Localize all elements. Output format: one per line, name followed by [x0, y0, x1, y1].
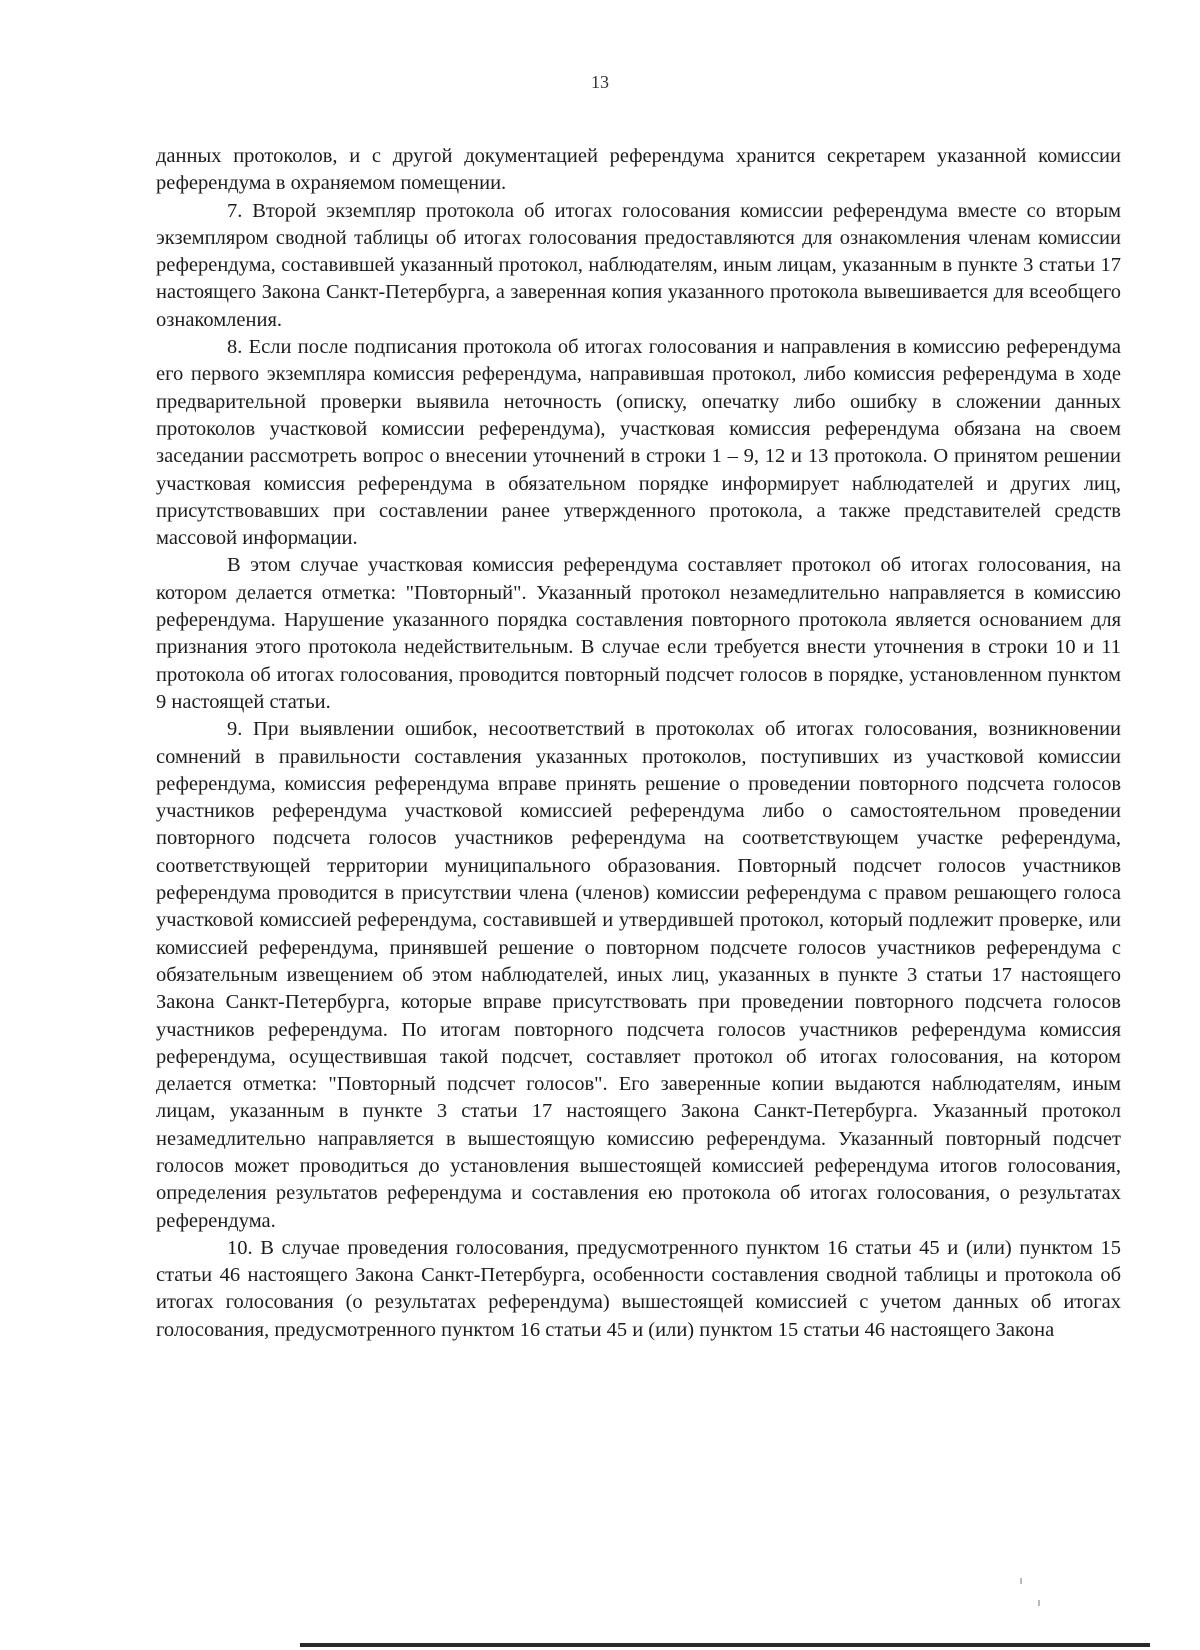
paragraph-9: 9. При выявлении ошибок, несоответствий в протоколах об итогах голосования, возникновении сомнений в правильности составления указанных протоколов, поступивших из участковой комиссии референдума, комиссия референдума вправе принять решение о проведении повторного подсчета голосов участников референдума участковой комиссией референдума либо о самостоятельном проведении повторного подсчета голосов участников референдума на соответствующем участке референдума, соответствующей территории муниципального образования. Повторный подсчет голосов участников референдума проводится в присутствии члена (членов) комиссии референдума с правом решающего голоса участковой комиссией референдума, составившей и утвердившей протокол, который подлежит проверке, или комиссией референдума, принявшей решение о повторном подсчете голосов участников референдума с обязательным извещением об этом наблюдателей, иных лиц, указанных в пункте 3 статьи 17 настоящего Закона Санкт-Петербурга, которые вправе присутствовать при проведении повторного подсчета голосов участников референдума. По итогам повторного подсчета голосов участников референдума комиссия референдума, осуществившая такой подсчет, составляет протокол об итогах голосования, на котором делается отметка: "Повторный подсчет голосов". Его заверенные копии выдаются наблюдателям, иным лицам, указанным в пункте 3 статьи 17 настоящего Закона Санкт-Петербурга. Указанный протокол незамедлительно направляется в вышестоящую комиссию референдума. Указанный повторный подсчет голосов может проводиться до установления вышестоящей комиссией референдума итогов голосования, определения результатов референдума и составления ею протокола об итогах голосования, о результатах референдума. — [156, 718, 1121, 1232]
paragraph-7: 7. Второй экземпляр протокола об итогах голосования комиссии референдума вместе со вторым экземпляром сводной таблицы об итогах голосования предоставляются для ознакомления членам комиссии референдума, составившей указанный протокол, наблюдателям, иным лицам, указанным в пункте 3 статьи 17 настоящего Закона Санкт-Петербурга, а заверенная копия указанного протокола вывешивается для всеобщего ознакомления. — [156, 199, 1121, 331]
paragraph-continuation: данных протоколов, и с другой документацией референдума хранится секретарем указанной комиссии референдума в охраняемом помещении. — [156, 145, 1121, 195]
page-bottom-rule — [300, 1643, 1150, 1647]
scan-speck — [1020, 1578, 1022, 1584]
scan-speck — [1038, 1600, 1040, 1606]
document-body — [156, 143, 1121, 1344]
page-number: 13 — [591, 72, 609, 92]
paragraph-8: 8. Если после подписания протокола об итогах голосования и направления в комиссию референдума его первого экземпляра комиссия референдума, направившая протокол, либо комиссия референдума в ходе предварительной проверки выявила неточность (описку, опечатку либо ошибку в сложении данных протоколов участковой комиссии референдума), участковая комиссия референдума обязана на своем заседании рассмотреть вопрос о внесении уточнений в строки 1 – 9, 12 и 13 протокола. О принятом решении участковая комиссия референдума в обязательном порядке информирует наблюдателей и других лиц, присутствовавших при составлении ранее утвержденного протокола, а также представителей средств массовой информации. — [156, 336, 1121, 550]
paragraph-10: 10. В случае проведения голосования, предусмотренного пунктом 16 статьи 45 и (или) пунктом 15 статьи 46 настоящего Закона Санкт-Петербурга, особенности составления сводной таблицы и протокола об итогах голосования (о результатах референдума) вышестоящей комиссией с учетом данных об итогах голосования, предусмотренного пунктом 16 статьи 45 и (или) пунктом 15 статьи 46 настоящего Закона — [156, 1236, 1121, 1341]
paragraph-8-continued: В этом случае участковая комиссия референдума составляет протокол об итогах голосования, на котором делается отметка: "Повторный". Указанный протокол незамедлительно направляется в комиссию референдума. Нарушение указанного порядка составления повторного протокола является основанием для признания этого протокола недействительным. В случае если требуется внести уточнения в строки 10 и 11 протокола об итогах голосования, проводится повторный подсчет голосов в порядке, установленном пунктом 9 настоящей статьи. — [156, 554, 1121, 713]
